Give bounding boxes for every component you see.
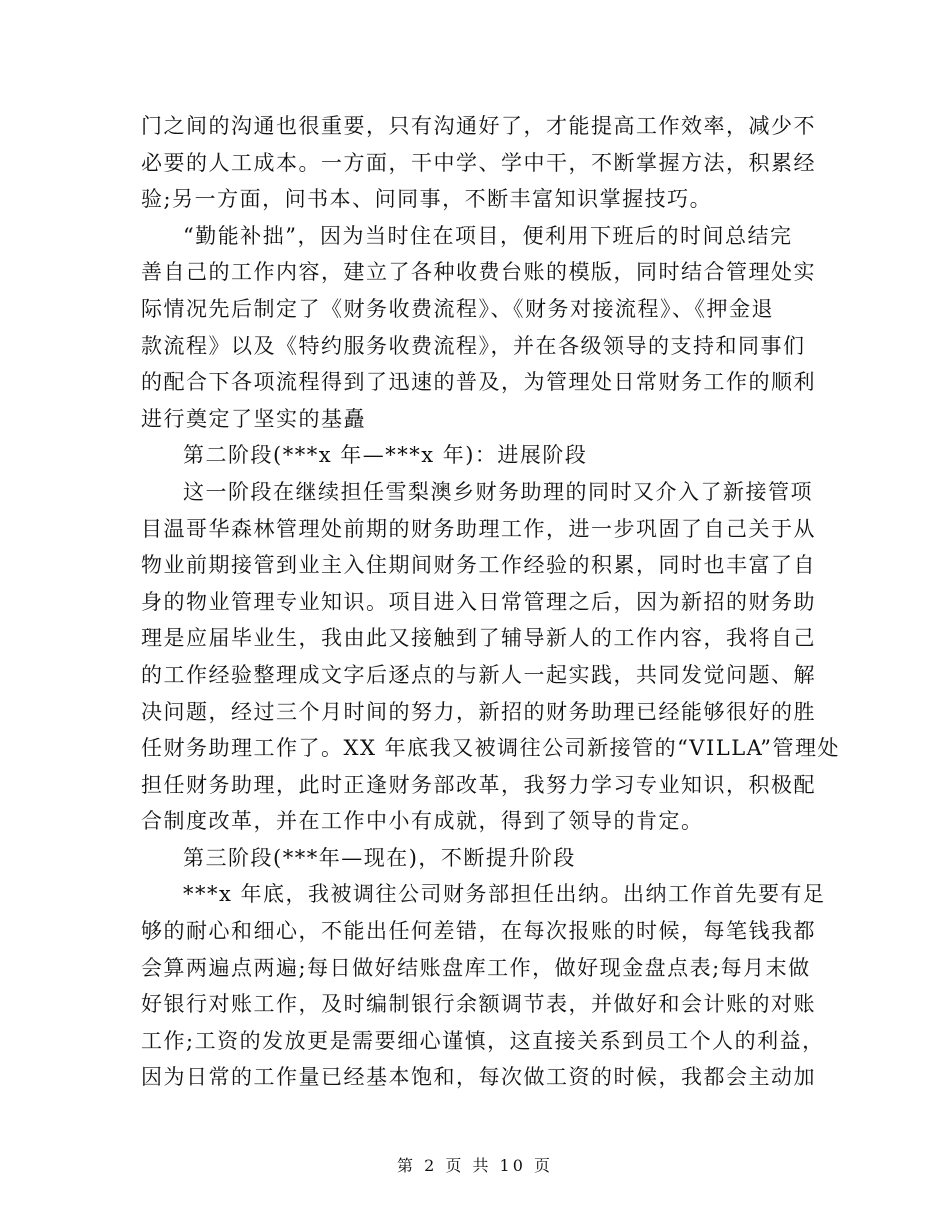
text-line: 会算两遍点两遍;每日做好结账盘库工作，做好现金盘点表;每月末做 (141, 955, 811, 980)
text-line: 这一阶段在继续担任雪梨澳乡财务助理的同时又介入了新接管项 (183, 479, 813, 504)
text-line: 款流程》以及《特约服务收费流程》，并在各级领导的支持和同事们 (141, 333, 806, 358)
text-line: 好银行对账工作，及时编制银行余额调节表，并做好和会计账的对账 (141, 992, 816, 1017)
text-line: “勤能补拙”，因为当时住在项目，便利用下班后的时间总结完 (183, 223, 793, 248)
text-line: 物业前期接管到业主入住期间财务工作经验的积累，同时也丰富了自 (141, 553, 816, 578)
text-line: 第二阶段(***x 年—***x 年)：进展阶段 (183, 443, 588, 468)
text-line: 际情况先后制定了《财务收费流程》、《财务对接流程》、《押金退 (141, 296, 774, 321)
text-line: 进行奠定了坚实的基矗 (141, 406, 366, 431)
text-line: ***x 年底，我被调往公司财务部担任出纳。出纳工作首先要有足 (183, 882, 826, 907)
text-line: 任财务助理工作了。XX 年底我又被调往公司新接管的“VILLA”管理处 (141, 736, 840, 761)
text-line: 决问题，经过三个月时间的努力，新招的财务助理已经能够很好的胜 (141, 699, 816, 724)
text-line: 善自己的工作内容，建立了各种收费台账的模版，同时结合管理处实 (141, 260, 816, 285)
text-line: 验;另一方面，问书本、问同事，不断丰富知识掌握技巧。 (141, 187, 713, 212)
document-body (141, 108, 840, 1096)
text-line: 门之间的沟通也很重要，只有沟通好了，才能提高工作效率，减少不 (141, 114, 816, 138)
text-line: 工作;工资的发放更是需要细心谨慎，这直接关系到员工个人的利益， (141, 1028, 825, 1053)
text-line: 担任财务助理，此时正逢财务部改革，我努力学习专业知识，积极配 (141, 772, 816, 797)
text-line: 的配合下各项流程得到了迅速的普及，为管理处日常财务工作的顺利 (141, 370, 816, 395)
text-line: 第三阶段(***年—现在)，不断提升阶段 (183, 845, 576, 870)
text-line: 的工作经验整理成文字后逐点的与新人一起实践，共同发觉问题、解 (141, 662, 816, 687)
text-line: 因为日常的工作量已经基本饱和，每次做工资的时候，我都会主动加 (141, 1065, 816, 1090)
text-line: 身的物业管理专业知识。项目进入日常管理之后，因为新招的财务助 (141, 589, 816, 614)
text-line: 目温哥华森林管理处前期的财务助理工作，进一步巩固了自己关于从 (141, 516, 816, 541)
text-line: 合制度改革，并在工作中小有成就，得到了领导的肯定。 (141, 809, 704, 834)
text-line: 理是应届毕业生，我由此又接触到了辅导新人的工作内容，我将自己 (141, 626, 816, 651)
text-line: 必要的人工成本。一方面，干中学、学中干，不断掌握方法，积累经 (141, 150, 816, 175)
page-number-footer: 第 2 页 共 10 页 (397, 1156, 553, 1175)
text-line: 够的耐心和细心，不能出任何差错，在每次报账的时候，每笔钱我都 (141, 919, 816, 944)
